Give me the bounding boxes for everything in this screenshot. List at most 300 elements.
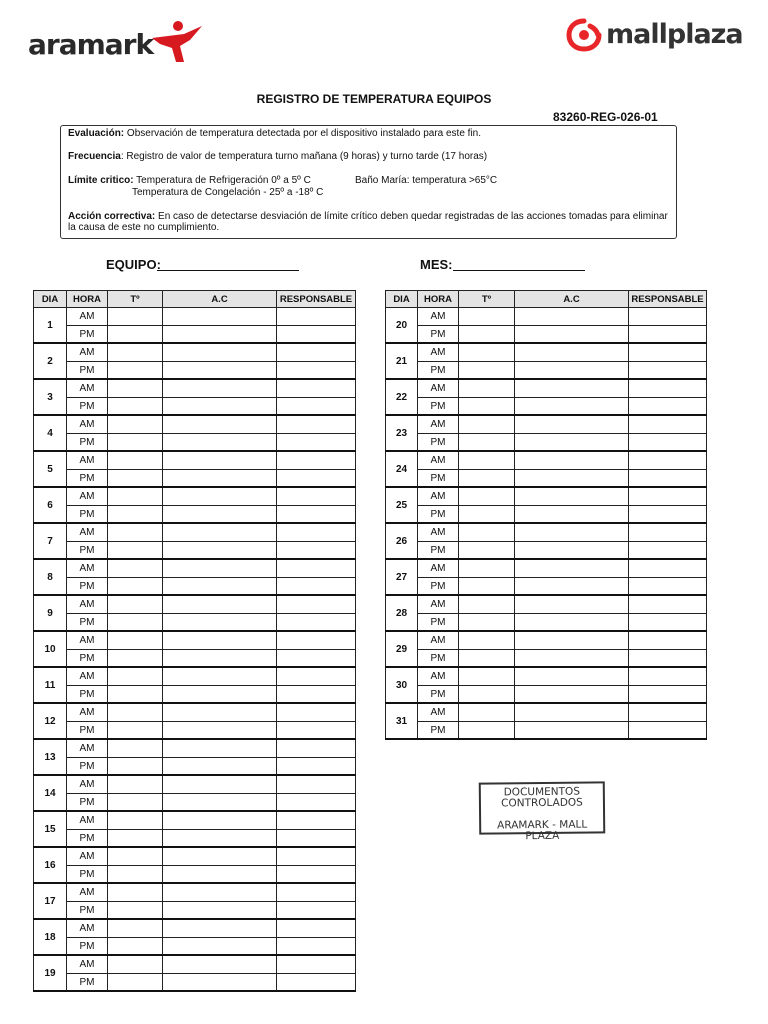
accion-text-1: En caso de detectarse desviación de límite crítico deben quedar registradas de las acciones tomadas para eliminar xyxy=(155,211,668,222)
hora-am-cell: AM xyxy=(418,451,459,470)
ac-cell[interactable] xyxy=(163,326,277,344)
temp-cell[interactable] xyxy=(108,308,163,326)
hora-am-cell: AM xyxy=(67,955,108,974)
ac-cell[interactable] xyxy=(515,722,629,740)
temp-cell[interactable] xyxy=(108,343,163,362)
table-row xyxy=(34,434,356,452)
ac-cell[interactable] xyxy=(163,379,277,398)
ac-cell[interactable] xyxy=(515,631,629,650)
ac-cell[interactable] xyxy=(163,578,277,596)
ac-cell[interactable] xyxy=(515,398,629,416)
table-header-row xyxy=(34,291,356,308)
ac-cell[interactable] xyxy=(515,686,629,704)
ac-cell[interactable] xyxy=(515,308,629,326)
ac-cell[interactable] xyxy=(515,542,629,560)
day-cell: 20 xyxy=(386,308,418,344)
temp-cell[interactable] xyxy=(459,379,515,398)
temp-cell[interactable] xyxy=(108,650,163,668)
ac-cell[interactable] xyxy=(163,506,277,524)
day-cell: 30 xyxy=(386,667,418,703)
temp-cell[interactable] xyxy=(108,902,163,920)
hora-pm-cell: PM xyxy=(418,722,459,740)
hora-am-cell: AM xyxy=(418,343,459,362)
temp-cell[interactable] xyxy=(108,794,163,812)
responsable-cell[interactable] xyxy=(277,650,356,668)
temp-cell[interactable] xyxy=(108,362,163,380)
temp-cell[interactable] xyxy=(459,578,515,596)
temp-cell[interactable] xyxy=(108,595,163,614)
temp-cell[interactable] xyxy=(108,415,163,434)
ac-cell[interactable] xyxy=(163,847,277,866)
responsable-cell[interactable] xyxy=(629,434,707,452)
temp-cell[interactable] xyxy=(108,866,163,884)
ac-cell[interactable] xyxy=(515,415,629,434)
temp-cell[interactable] xyxy=(108,434,163,452)
responsable-cell[interactable] xyxy=(277,667,356,686)
responsable-cell[interactable] xyxy=(277,614,356,632)
ac-cell[interactable] xyxy=(163,595,277,614)
day-cell: 31 xyxy=(386,703,418,739)
ac-cell[interactable] xyxy=(515,650,629,668)
day-cell: 22 xyxy=(386,379,418,415)
responsable-cell[interactable] xyxy=(629,559,707,578)
ac-cell[interactable] xyxy=(515,559,629,578)
table-row xyxy=(34,974,356,992)
temp-cell[interactable] xyxy=(459,667,515,686)
temp-cell[interactable] xyxy=(459,650,515,668)
hora-pm-cell: PM xyxy=(67,578,108,596)
table-row xyxy=(386,343,707,362)
column-header: RESPONSABLE xyxy=(277,291,356,308)
responsable-cell[interactable] xyxy=(277,866,356,884)
temp-cell[interactable] xyxy=(108,559,163,578)
responsable-cell[interactable] xyxy=(629,667,707,686)
temp-cell[interactable] xyxy=(108,451,163,470)
document-code: 83260-REG-026-01 xyxy=(553,110,658,124)
responsable-cell[interactable] xyxy=(277,974,356,992)
table-row xyxy=(34,919,356,938)
temp-cell[interactable] xyxy=(108,523,163,542)
table-row xyxy=(34,775,356,794)
responsable-cell[interactable] xyxy=(629,650,707,668)
hora-am-cell: AM xyxy=(67,379,108,398)
ac-cell[interactable] xyxy=(163,398,277,416)
table-row xyxy=(386,578,707,596)
limite-text-congelacion: Temperatura de Congelación - 25º a -18º C xyxy=(132,187,324,198)
temp-cell[interactable] xyxy=(459,559,515,578)
ac-cell[interactable] xyxy=(515,703,629,722)
table-row xyxy=(34,883,356,902)
responsable-cell[interactable] xyxy=(277,487,356,506)
day-cell: 16 xyxy=(34,847,67,883)
responsable-cell[interactable] xyxy=(277,739,356,758)
responsable-cell[interactable] xyxy=(277,847,356,866)
controlled-documents-stamp xyxy=(479,781,606,843)
hora-am-cell: AM xyxy=(67,811,108,830)
ac-cell[interactable] xyxy=(163,308,277,326)
hora-pm-cell: PM xyxy=(67,470,108,488)
responsable-cell[interactable] xyxy=(277,470,356,488)
temp-cell[interactable] xyxy=(459,451,515,470)
responsable-cell[interactable] xyxy=(277,758,356,776)
table-row xyxy=(386,722,707,740)
temperature-table-right xyxy=(385,290,707,740)
ac-cell[interactable] xyxy=(163,650,277,668)
responsable-cell[interactable] xyxy=(277,811,356,830)
responsable-cell[interactable] xyxy=(277,775,356,794)
day-cell: 19 xyxy=(34,955,67,991)
hora-pm-cell: PM xyxy=(418,686,459,704)
responsable-cell[interactable] xyxy=(277,595,356,614)
ac-cell[interactable] xyxy=(163,758,277,776)
ac-cell[interactable] xyxy=(515,614,629,632)
temp-cell[interactable] xyxy=(459,631,515,650)
table-row xyxy=(34,902,356,920)
responsable-cell[interactable] xyxy=(277,631,356,650)
ac-cell[interactable] xyxy=(163,866,277,884)
hora-pm-cell: PM xyxy=(67,830,108,848)
responsable-cell[interactable] xyxy=(629,578,707,596)
temp-cell[interactable] xyxy=(108,847,163,866)
day-cell: 29 xyxy=(386,631,418,667)
temp-cell[interactable] xyxy=(108,542,163,560)
responsable-cell[interactable] xyxy=(629,722,707,740)
ac-cell[interactable] xyxy=(515,434,629,452)
temp-cell[interactable] xyxy=(108,938,163,956)
ac-cell[interactable] xyxy=(163,631,277,650)
hora-pm-cell: PM xyxy=(418,506,459,524)
temp-cell[interactable] xyxy=(108,811,163,830)
column-header: HORA xyxy=(67,291,108,308)
hora-am-cell: AM xyxy=(67,343,108,362)
ac-cell[interactable] xyxy=(515,326,629,344)
evaluacion-label: Evaluación: xyxy=(68,128,125,139)
temp-cell[interactable] xyxy=(108,883,163,902)
hora-pm-cell: PM xyxy=(67,326,108,344)
table-row xyxy=(386,650,707,668)
responsable-cell[interactable] xyxy=(629,326,707,344)
responsable-cell[interactable] xyxy=(277,703,356,722)
day-cell: 1 xyxy=(34,308,67,344)
temp-cell[interactable] xyxy=(459,487,515,506)
evaluacion-line xyxy=(68,128,481,140)
ac-cell[interactable] xyxy=(163,470,277,488)
ac-cell[interactable] xyxy=(163,722,277,740)
column-header: Tº xyxy=(108,291,163,308)
mes-field[interactable] xyxy=(453,270,585,271)
temp-cell[interactable] xyxy=(459,470,515,488)
temp-cell[interactable] xyxy=(108,578,163,596)
responsable-cell[interactable] xyxy=(629,614,707,632)
responsable-cell[interactable] xyxy=(277,451,356,470)
temp-cell[interactable] xyxy=(108,506,163,524)
responsable-cell[interactable] xyxy=(629,343,707,362)
ac-cell[interactable] xyxy=(163,811,277,830)
ac-cell[interactable] xyxy=(163,739,277,758)
temp-cell[interactable] xyxy=(108,955,163,974)
hora-am-cell: AM xyxy=(67,308,108,326)
responsable-cell[interactable] xyxy=(277,955,356,974)
hora-am-cell: AM xyxy=(67,919,108,938)
ac-cell[interactable] xyxy=(163,415,277,434)
frecuencia-label: Frecuencia xyxy=(68,151,121,162)
equipo-field[interactable] xyxy=(157,270,299,271)
responsable-cell[interactable] xyxy=(629,470,707,488)
temp-cell[interactable] xyxy=(108,470,163,488)
temp-cell[interactable] xyxy=(108,739,163,758)
temp-cell[interactable] xyxy=(108,398,163,416)
ac-cell[interactable] xyxy=(163,902,277,920)
ac-cell[interactable] xyxy=(515,578,629,596)
ac-cell[interactable] xyxy=(163,974,277,992)
temp-cell[interactable] xyxy=(459,398,515,416)
hora-pm-cell: PM xyxy=(418,614,459,632)
responsable-cell[interactable] xyxy=(629,703,707,722)
table-row xyxy=(386,326,707,344)
responsable-cell[interactable] xyxy=(277,379,356,398)
ac-cell[interactable] xyxy=(515,487,629,506)
table-row xyxy=(386,434,707,452)
table-row xyxy=(34,631,356,650)
table-row xyxy=(34,830,356,848)
ac-cell[interactable] xyxy=(163,542,277,560)
responsable-cell[interactable] xyxy=(277,398,356,416)
table-row xyxy=(34,703,356,722)
temp-cell[interactable] xyxy=(459,415,515,434)
day-cell: 10 xyxy=(34,631,67,667)
hora-pm-cell: PM xyxy=(418,650,459,668)
responsable-cell[interactable] xyxy=(277,362,356,380)
ac-cell[interactable] xyxy=(515,362,629,380)
day-cell: 24 xyxy=(386,451,418,487)
ac-cell[interactable] xyxy=(515,523,629,542)
responsable-cell[interactable] xyxy=(277,722,356,740)
day-cell: 25 xyxy=(386,487,418,523)
column-header: RESPONSABLE xyxy=(629,291,707,308)
stamp-line-3: ARAMARK - MALL PLAZA xyxy=(497,818,588,843)
ac-cell[interactable] xyxy=(163,451,277,470)
temp-cell[interactable] xyxy=(108,919,163,938)
table-row xyxy=(386,308,707,326)
ac-cell[interactable] xyxy=(163,686,277,704)
ac-cell[interactable] xyxy=(515,506,629,524)
responsable-cell[interactable] xyxy=(629,595,707,614)
hora-pm-cell: PM xyxy=(418,470,459,488)
responsable-cell[interactable] xyxy=(277,830,356,848)
hora-pm-cell: PM xyxy=(67,398,108,416)
responsable-cell[interactable] xyxy=(277,308,356,326)
table-row xyxy=(34,847,356,866)
responsable-cell[interactable] xyxy=(629,398,707,416)
table-row xyxy=(34,595,356,614)
day-cell: 23 xyxy=(386,415,418,451)
responsable-cell[interactable] xyxy=(277,506,356,524)
responsable-cell[interactable] xyxy=(629,362,707,380)
ac-cell[interactable] xyxy=(515,343,629,362)
temp-cell[interactable] xyxy=(459,506,515,524)
ac-cell[interactable] xyxy=(163,919,277,938)
responsable-cell[interactable] xyxy=(629,308,707,326)
table-row xyxy=(34,650,356,668)
ac-cell[interactable] xyxy=(515,451,629,470)
responsable-cell[interactable] xyxy=(629,631,707,650)
hora-pm-cell: PM xyxy=(67,794,108,812)
hora-pm-cell: PM xyxy=(67,722,108,740)
responsable-cell[interactable] xyxy=(629,523,707,542)
temp-cell[interactable] xyxy=(108,326,163,344)
ac-cell[interactable] xyxy=(163,434,277,452)
hora-am-cell: AM xyxy=(418,631,459,650)
responsable-cell[interactable] xyxy=(629,379,707,398)
temp-cell[interactable] xyxy=(459,362,515,380)
responsable-cell[interactable] xyxy=(277,938,356,956)
temp-cell[interactable] xyxy=(459,595,515,614)
table-row xyxy=(386,614,707,632)
responsable-cell[interactable] xyxy=(629,542,707,560)
ac-cell[interactable] xyxy=(163,955,277,974)
temp-cell[interactable] xyxy=(108,379,163,398)
accion-line xyxy=(68,211,668,223)
temp-cell[interactable] xyxy=(108,686,163,704)
temp-cell[interactable] xyxy=(108,631,163,650)
hora-am-cell: AM xyxy=(418,379,459,398)
table-row xyxy=(34,343,356,362)
hora-am-cell: AM xyxy=(67,487,108,506)
responsable-cell[interactable] xyxy=(277,794,356,812)
hora-am-cell: AM xyxy=(67,559,108,578)
responsable-cell[interactable] xyxy=(629,487,707,506)
temp-cell[interactable] xyxy=(459,326,515,344)
table-row xyxy=(386,398,707,416)
aramark-wordmark: aramark xyxy=(28,28,154,61)
temp-cell[interactable] xyxy=(108,758,163,776)
hora-pm-cell: PM xyxy=(67,974,108,992)
hora-am-cell: AM xyxy=(67,595,108,614)
hora-am-cell: AM xyxy=(418,667,459,686)
hora-am-cell: AM xyxy=(67,703,108,722)
responsable-cell[interactable] xyxy=(277,415,356,434)
day-cell: 14 xyxy=(34,775,67,811)
ac-cell[interactable] xyxy=(163,559,277,578)
ac-cell[interactable] xyxy=(163,830,277,848)
responsable-cell[interactable] xyxy=(277,883,356,902)
ac-cell[interactable] xyxy=(515,470,629,488)
column-header: HORA xyxy=(418,291,459,308)
responsable-cell[interactable] xyxy=(277,326,356,344)
ac-cell[interactable] xyxy=(163,614,277,632)
responsable-cell[interactable] xyxy=(629,506,707,524)
bano-maria-text: Baño María: temperatura >65°C xyxy=(355,175,498,186)
hora-pm-cell: PM xyxy=(67,434,108,452)
temp-cell[interactable] xyxy=(459,703,515,722)
temp-cell[interactable] xyxy=(108,722,163,740)
temp-cell[interactable] xyxy=(108,830,163,848)
ac-cell[interactable] xyxy=(163,487,277,506)
responsable-cell[interactable] xyxy=(277,523,356,542)
temp-cell[interactable] xyxy=(108,974,163,992)
responsable-cell[interactable] xyxy=(629,686,707,704)
ac-cell[interactable] xyxy=(163,883,277,902)
ac-cell[interactable] xyxy=(163,703,277,722)
table-row xyxy=(34,379,356,398)
responsable-cell[interactable] xyxy=(277,686,356,704)
responsable-cell[interactable] xyxy=(277,919,356,938)
ac-cell[interactable] xyxy=(163,794,277,812)
day-cell: 18 xyxy=(34,919,67,955)
day-cell: 17 xyxy=(34,883,67,919)
ac-cell[interactable] xyxy=(515,379,629,398)
table-row xyxy=(34,415,356,434)
temp-cell[interactable] xyxy=(459,686,515,704)
table-row xyxy=(34,578,356,596)
table-header-row xyxy=(386,291,707,308)
ac-cell[interactable] xyxy=(163,775,277,794)
temp-cell[interactable] xyxy=(459,434,515,452)
table-row xyxy=(34,667,356,686)
ac-cell[interactable] xyxy=(163,667,277,686)
responsable-cell[interactable] xyxy=(277,559,356,578)
frecuencia-text: : Registro de valor de temperatura turno mañana (9 horas) y turno tarde (17 horas) xyxy=(120,151,488,162)
temp-cell[interactable] xyxy=(108,703,163,722)
hora-pm-cell: PM xyxy=(67,938,108,956)
evaluacion-text: Observación de temperatura detectada por el dispositivo instalado para este fin. xyxy=(124,128,482,139)
ac-cell[interactable] xyxy=(163,938,277,956)
hora-pm-cell: PM xyxy=(418,326,459,344)
table-row xyxy=(34,614,356,632)
table-row xyxy=(386,362,707,380)
responsable-cell[interactable] xyxy=(277,902,356,920)
temp-cell[interactable] xyxy=(459,542,515,560)
responsable-cell[interactable] xyxy=(277,542,356,560)
temp-cell[interactable] xyxy=(459,722,515,740)
temp-cell[interactable] xyxy=(459,523,515,542)
table-row xyxy=(386,631,707,650)
responsable-cell[interactable] xyxy=(629,451,707,470)
responsable-cell[interactable] xyxy=(277,578,356,596)
responsable-cell[interactable] xyxy=(629,415,707,434)
responsable-cell[interactable] xyxy=(277,343,356,362)
ac-cell[interactable] xyxy=(163,343,277,362)
table-row xyxy=(386,686,707,704)
temp-cell[interactable] xyxy=(108,487,163,506)
temperature-table-left xyxy=(33,290,356,992)
ac-cell[interactable] xyxy=(515,667,629,686)
temp-cell[interactable] xyxy=(459,343,515,362)
hora-am-cell: AM xyxy=(418,487,459,506)
day-cell: 12 xyxy=(34,703,67,739)
accion-label: Acción correctiva: xyxy=(68,211,156,222)
table-row xyxy=(34,938,356,956)
hora-pm-cell: PM xyxy=(67,902,108,920)
info-box xyxy=(60,125,677,239)
document-title: REGISTRO DE TEMPERATURA EQUIPOS xyxy=(256,92,492,106)
ac-cell[interactable] xyxy=(515,595,629,614)
temp-cell[interactable] xyxy=(108,614,163,632)
temp-cell[interactable] xyxy=(459,308,515,326)
table-row xyxy=(34,523,356,542)
responsable-cell[interactable] xyxy=(277,434,356,452)
table-row xyxy=(34,866,356,884)
hora-am-cell: AM xyxy=(67,451,108,470)
temp-cell[interactable] xyxy=(459,614,515,632)
ac-cell[interactable] xyxy=(163,362,277,380)
temp-cell[interactable] xyxy=(108,667,163,686)
stamp-line-1: DOCUMENTOS xyxy=(503,785,581,799)
table-row xyxy=(34,722,356,740)
temp-cell[interactable] xyxy=(108,775,163,794)
ac-cell[interactable] xyxy=(163,523,277,542)
table-row xyxy=(34,506,356,524)
